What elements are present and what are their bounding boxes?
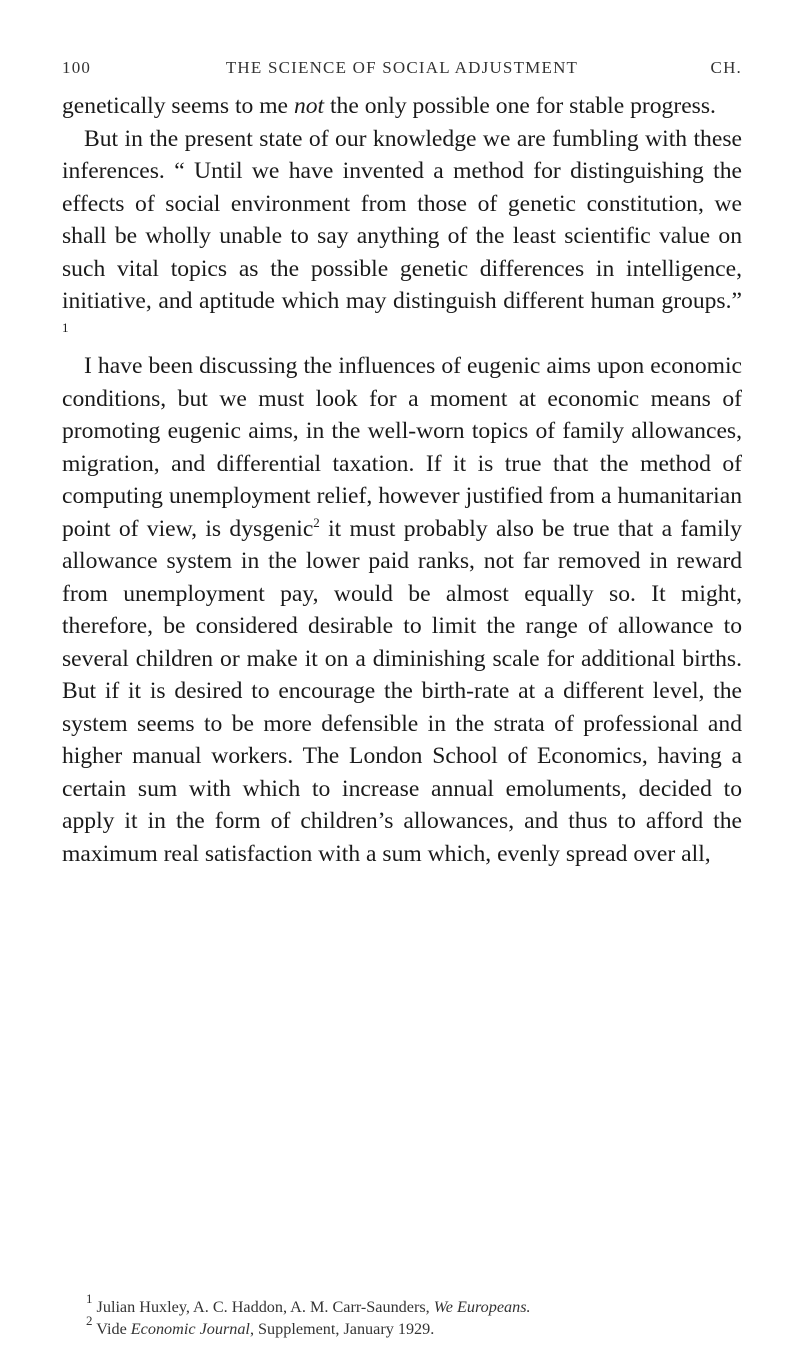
paragraph-1-emphasis: not	[293, 93, 325, 119]
running-head	[62, 58, 742, 82]
body-text	[62, 90, 742, 870]
footnote-2-mark: 2	[86, 1313, 93, 1328]
paragraph-3	[62, 350, 742, 870]
paragraph-1-text-b: the only possible one for stable progress.	[324, 93, 716, 119]
footnote-2-text: Vide	[92, 1320, 131, 1338]
paragraph-2-text: But in the present state of our knowledge we are fumbling with these inferences. “ Until we have invented a method for distinguishing the effects of social environment from those of genetic constitution, we shall be wholly unable to say anything of the least scientific value on such vital topics as the possible genetic differences in intelligence, initiative, and aptitude which may distinguish different human groups.”	[62, 125, 742, 314]
footnotes	[86, 1291, 746, 1340]
footnote-2-title: Economic Journal	[130, 1320, 250, 1338]
page-number: 100	[62, 58, 92, 77]
footnote-2-tail: , Supplement, January 1929.	[249, 1320, 435, 1338]
footnote-ref-1[interactable]: 1	[62, 319, 69, 335]
footnote-1-title: We Europeans.	[433, 1298, 531, 1316]
paragraph-3-text-a: I have been discussing the influences of eugenic aims upon economic conditions, but we must look for a moment at economic means of promoting eugenic aims, in the well-worn topics of family allowances, migration, and differential taxation. If it is true that the method of computing unemployment relief, however justified from a humanitarian point of view, is dysgenic	[62, 353, 742, 542]
running-title: THE SCIENCE OF SOCIAL ADJUSTMENT	[225, 58, 579, 77]
paragraph-1-text-a: genetically seems to me	[62, 93, 294, 119]
chapter-abbrev: CH.	[710, 58, 742, 77]
footnote-ref-2[interactable]: 2	[313, 514, 320, 530]
footnote-1-text: Julian Huxley, A. C. Haddon, A. M. Carr-Saunders,	[92, 1298, 434, 1316]
footnote-1	[86, 1291, 746, 1318]
paragraph-1	[62, 90, 742, 123]
footnote-2	[86, 1313, 746, 1340]
footnote-1-mark: 1	[86, 1291, 93, 1306]
paragraph-2	[62, 123, 742, 351]
paragraph-3-text-b: it must probably also be true that a family allowance system in the lower paid ranks, not far removed in reward from unemployment pay, would be almost equally so. It might, therefore, be considered desirable to limit the range of allowance to several children or make it on a diminishing scale for additional births. But if it is desired to encourage the birth-rate at a different level, the system seems to be more defensible in the strata of professional and higher manual workers. The London School of Economics, having a certain sum with which to increase annual emoluments, decided to apply it in the form of children’s allowances, and thus to afford the maximum real satisfaction with a sum which, evenly spread over all,	[62, 515, 742, 867]
